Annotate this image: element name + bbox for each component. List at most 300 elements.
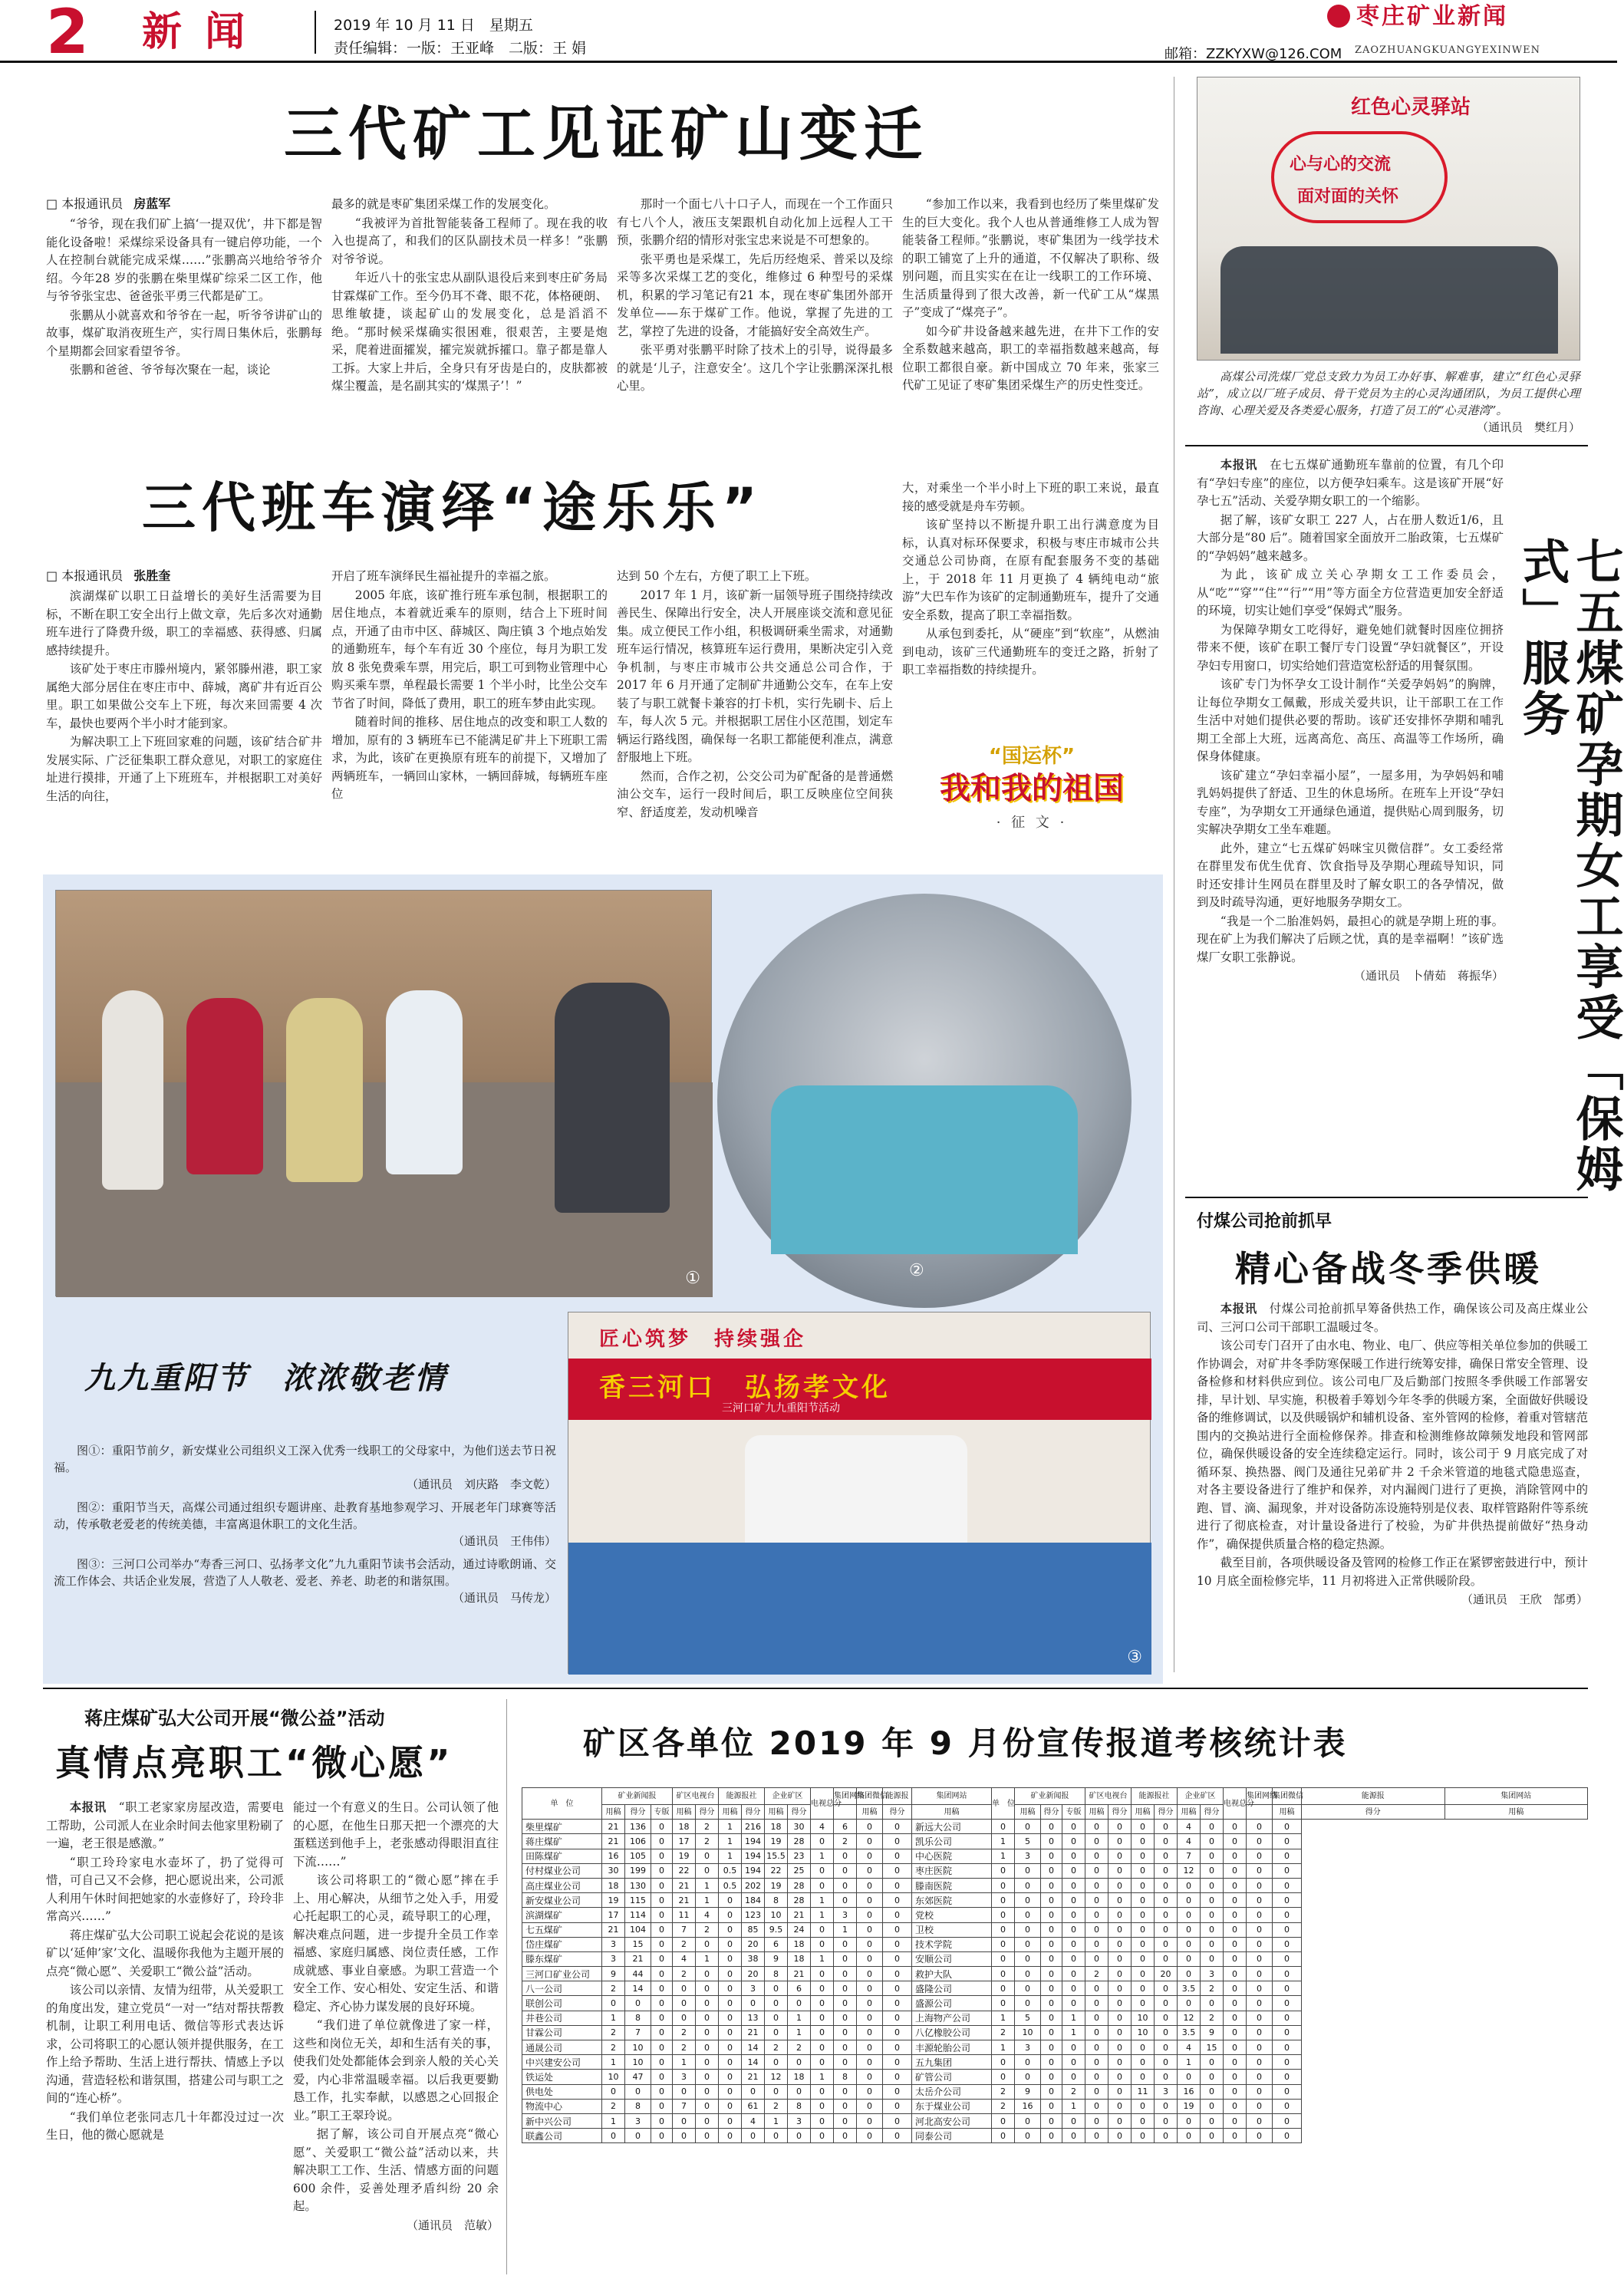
cell: 0 [765, 2025, 788, 2040]
cell: 0 [1201, 1863, 1224, 1878]
cell: 0 [1132, 1834, 1155, 1849]
cell: 0 [719, 1951, 742, 1966]
photo-heart-caption: 高煤公司洗煤厂党总支致力为员工办好事、解难事，建立“红色心灵驿站”，成立以厂班子成员、骨干党员为主的心灵沟通团队，为员工提供心理咨询、心理关爱及各类爱心服务，打造了员工的“心灵港湾”。 （通讯员 樊红月） [1197, 370, 1580, 434]
contest-logo [928, 740, 1135, 844]
unit-name: 甘霖公司 [522, 2025, 602, 2040]
cell: 0 [992, 2070, 1015, 2084]
cell: 0 [1015, 1996, 1041, 2011]
cell: 0 [1108, 2070, 1132, 2084]
group-header: 企业矿区 [1178, 1788, 1224, 1805]
cell: 0 [1201, 1937, 1224, 1951]
group-header: 单 位 [522, 1788, 602, 1820]
sub-header: 得分 [1108, 1805, 1132, 1820]
cell: 0 [1273, 2040, 1302, 2055]
cell: 0 [1155, 1863, 1178, 1878]
cell: 0 [651, 1996, 673, 2011]
cell: 0 [1273, 2099, 1302, 2113]
cell: 0 [696, 2070, 719, 2084]
cell: 0 [857, 2011, 883, 2025]
cell: 0 [811, 2011, 834, 2025]
cell: 15.5 [765, 1849, 788, 1863]
cell: 0 [1273, 2011, 1302, 2025]
cell: 0 [811, 1996, 834, 2011]
group-header: 集团微信 [1273, 1788, 1302, 1805]
cell: 0 [811, 1981, 834, 1996]
cell: 0 [834, 1967, 857, 1981]
cell: 0 [1015, 1951, 1041, 1966]
article5-title: 七五煤矿孕期女工享受「保姆式」服务 [1514, 537, 1624, 1195]
cell: 0 [1155, 1893, 1178, 1908]
cell: 44 [625, 1967, 651, 1981]
cell: 8 [625, 2011, 651, 2025]
cell: 0 [1247, 1922, 1273, 1937]
cell: 0 [1178, 1951, 1201, 1966]
cell: 2 [673, 2025, 696, 2040]
sub-header: 用稿 [602, 1805, 625, 1820]
cell: 0 [1041, 1834, 1062, 1849]
article1-col2: 最多的就是枣矿集团采煤工作的发展变化。 “我被评为首批智能装备工程师了。现在我的收入也提高了，和我们的区队副技术员一样多！”张鹏对爷爷说。 年近八十的张宝忠从副队退役后来到枣庄矿务局甘霖煤矿工作。至今仍耳不聋、眼不花，体格硬朗、思维敏捷，谈起矿山的发展变化，总是滔滔不绝。“那时候采煤确实很困难，很艰苦，主要是炮采，爬着进面攉炭，攉完炭就拆攉口。靠子都是靠人工拆。大家上井后，全身只有牙齿是白的，皮肤都被煤尘覆盖，是名副其实的‘煤黑子’！” [331, 197, 608, 393]
photo-captions: 图①：重阳节前夕，新安煤业公司组织义工深入优秀一线职工的父母家中，为他们送去节日祝福。 （通讯员 刘庆路 李文乾） 图②：重阳节当天，高煤公司通过组织专题讲座、赴教育基地参观学习、开展老年门球赛等活动，传承敬老爱老的传统美德，丰富离退休职工的文化生活。 （通讯员 王伟伟） 图③：三河口公司举办“寿香三河口、弘扬孝文化”九九重阳节读书会活动，通过诗歌朗诵、交流工作体会、共话企业发展，营造了人人敬老、爱老、养老、助老的和谐氛围。 （通讯员 马传龙） [54, 1444, 556, 1605]
cell: 0 [719, 1937, 742, 1951]
cell: 0 [1108, 2084, 1132, 2099]
cell: 3.5 [1178, 2025, 1201, 2040]
cell: 14 [742, 2055, 765, 2070]
group-header: 能源报社 [719, 1788, 765, 1805]
cell: 0 [696, 2099, 719, 2113]
editors: 责任编辑：一版：王亚峰 二版：王 娟 [334, 40, 587, 57]
article2-col4: 大，对乘坐一个半小时上下班的职工来说，最直接的感受就是舟车劳顿。 该矿坚持以不断提升职工出行满意度为目标，认真对标环保要求，积极与枣庄市城市公共交通总公司协商，在原有配套服务不变的基础上，于 2018 年 11 月更换了 4 辆纯电动“旅游”大巴车作为该矿的定制通勤班车，提升了交通安全系数，提高了职工幸福指数。 从承包到委托，从“硬座”到“软座”，从燃油到电动，该矿三代通勤班车的变迁之路，折射了职工幸福指数的持续提升。 [902, 481, 1159, 677]
cell: 0 [1015, 2055, 1041, 2070]
cell: 0 [1178, 1967, 1201, 1981]
cell: 2 [992, 2084, 1015, 2099]
cell: 0 [1155, 2113, 1178, 2128]
cell: 1 [602, 2113, 625, 2128]
cell: 0 [1015, 2070, 1041, 2084]
cell: 0 [834, 2055, 857, 2070]
sub-header: 用稿 [1273, 1805, 1302, 1820]
cell: 0 [1108, 2099, 1132, 2113]
cell: 1 [811, 1951, 834, 1966]
cell: 3 [834, 1908, 857, 1922]
cell: 0 [1108, 1996, 1132, 2011]
cell: 0 [811, 2040, 834, 2055]
cell: 4 [1178, 1820, 1201, 1834]
cell: 136 [625, 1820, 651, 1834]
cell: 0 [673, 2113, 696, 2128]
cell: 0 [857, 2025, 883, 2040]
cell: 0 [1178, 2113, 1201, 2128]
cell: 0 [1224, 2129, 1247, 2143]
unit-name: 卫校 [912, 1922, 992, 1937]
sub-header: 用稿 [1178, 1805, 1201, 1820]
cell: 0 [834, 1893, 857, 1908]
cell: 0 [651, 2040, 673, 2055]
cell: 0 [857, 2084, 883, 2099]
cell: 0 [883, 2129, 912, 2143]
cell: 0 [788, 2084, 811, 2099]
cell: 0 [1247, 1834, 1273, 1849]
cell: 0 [696, 2129, 719, 2143]
cell: 3 [602, 1937, 625, 1951]
cell: 0 [765, 2055, 788, 2070]
cell: 0 [883, 1878, 912, 1892]
cell: 0 [1224, 1967, 1247, 1981]
cell: 10 [1132, 2025, 1155, 2040]
cell: 0 [1132, 1981, 1155, 1996]
cell: 21 [742, 2070, 765, 2084]
sub-header: 用稿 [1444, 1805, 1588, 1820]
cell: 0 [1108, 1849, 1132, 1863]
photo2 [717, 894, 1132, 1308]
cell: 22 [673, 1863, 696, 1878]
cell: 0 [1041, 2113, 1062, 2128]
cell: 0 [765, 1996, 788, 2011]
cell: 0 [992, 1908, 1015, 1922]
cell: 0 [1085, 2099, 1108, 2113]
cell: 1 [1062, 2025, 1085, 2040]
unit-name: 上海物产公司 [912, 2011, 992, 2025]
table-row [522, 2084, 1588, 2099]
cell: 3 [673, 2070, 696, 2084]
cell: 0 [719, 2011, 742, 2025]
cell: 0 [651, 2113, 673, 2128]
byline: □ 本报通讯员 张胜奎 [46, 568, 171, 583]
cell: 0 [719, 1922, 742, 1937]
cell: 0 [857, 1996, 883, 2011]
unit-name: 付村煤业公司 [522, 1863, 602, 1878]
cell: 0 [1108, 1834, 1132, 1849]
cell: 8 [788, 2099, 811, 2113]
article2-col2: 开启了班车演绎民生福祉提升的幸福之旅。 2005 年底，该矿推行班车承包制，根据职工的居住地点，本着就近乘车的原则，结合上下班时间点，开通了由市中区、薛城区、陶庄镇 3 个地点始发的通勤班车，每个车有近 30 个座位，每月为职工发放 8 张免费乘车票，用完后，职工可到物业管理中心购买乘车票，单程最长需要 1 个半小时，比坐公交车节省了时间，降低了费用，职工的班车梦由此实现。 随着时间的推移、居住地点的改变和职工人数的增加，原有的 3 辆班车已不能满足矿井上下班职工需求，为此，该矿在更换原有班车的前提下，又增加了两辆班车，一辆回山家林，一辆回薛城，每辆班车座位 [331, 569, 608, 801]
cell: 0 [1015, 1967, 1041, 1981]
cell: 0 [1108, 1937, 1132, 1951]
unit-name: 新中兴公司 [522, 2113, 602, 2128]
cell: 3 [625, 2113, 651, 2128]
bottom-hrule [43, 1688, 1588, 1689]
cell: 0 [1041, 1820, 1062, 1834]
cell: 21 [602, 1922, 625, 1937]
cell: 0 [1224, 2099, 1247, 2113]
cell: 0 [1247, 2070, 1273, 2084]
cell: 0 [651, 2099, 673, 2113]
cell: 0 [811, 1937, 834, 1951]
unit-name: 五九集团 [912, 2055, 992, 2070]
cell: 2 [696, 1820, 719, 1834]
cell: 0 [719, 1893, 742, 1908]
sub-header: 用稿 [1085, 1805, 1108, 1820]
table-row [522, 1893, 1588, 1908]
cell: 0 [992, 1893, 1015, 1908]
unit-name: 滕东煤矿 [522, 1951, 602, 1966]
cell: 0 [834, 2025, 857, 2040]
cell: 194 [742, 1834, 765, 1849]
cell: 0 [1062, 1893, 1085, 1908]
cell: 0 [1273, 1908, 1302, 1922]
cell: 0 [651, 2025, 673, 2040]
cell: 0 [1155, 1834, 1178, 1849]
cell: 0 [673, 2129, 696, 2143]
sub-header: 用稿 [673, 1805, 696, 1820]
cell: 0 [696, 1981, 719, 1996]
cell: 0 [742, 1996, 765, 2011]
cell: 0 [857, 2129, 883, 2143]
cell: 0 [834, 1951, 857, 1966]
cell: 1 [1062, 2099, 1085, 2113]
cell: 0 [1178, 1937, 1201, 1951]
cell: 0 [1108, 2025, 1132, 2040]
cell: 0 [1132, 1820, 1155, 1834]
cell: 0 [992, 1967, 1015, 1981]
sub-header: 用稿 [912, 1805, 992, 1820]
group-header: 企业矿区 [765, 1788, 811, 1805]
cell: 0 [651, 1937, 673, 1951]
cell: 0 [719, 1967, 742, 1981]
cell: 0 [1041, 1996, 1062, 2011]
cell: 2 [765, 2040, 788, 2055]
cell: 0 [1247, 1951, 1273, 1966]
cell: 114 [625, 1908, 651, 1922]
cell: 202 [742, 1878, 765, 1892]
cell: 0 [696, 1996, 719, 2011]
cell: 0 [1155, 1996, 1178, 2011]
cell: 24 [788, 1922, 811, 1937]
unit-name: 河北高安公司 [912, 2113, 992, 2128]
cell: 0 [857, 1967, 883, 1981]
cell: 0 [1273, 1878, 1302, 1892]
cell: 7 [673, 2099, 696, 2113]
cell: 0 [883, 1863, 912, 1878]
cell: 19 [765, 1834, 788, 1849]
photo-heart-text1: 心与心的交流 [1290, 154, 1392, 174]
cell: 0 [1178, 1878, 1201, 1892]
cell: 0 [651, 1967, 673, 1981]
cell: 0 [1273, 1820, 1302, 1834]
cell: 18 [673, 1820, 696, 1834]
cell: 0 [788, 2129, 811, 2143]
cell: 0 [1273, 1967, 1302, 1981]
cell: 0 [1132, 1996, 1155, 2011]
cell: 0 [1062, 2040, 1085, 2055]
cell: 0 [1155, 2129, 1178, 2143]
cell: 0 [696, 1849, 719, 1863]
stats-table-wrap [522, 1787, 1588, 2143]
cell: 2 [1201, 2011, 1224, 2025]
cell: 1 [788, 2011, 811, 2025]
unit-name: 中兴建安公司 [522, 2055, 602, 2070]
contest-line3: · 征 文 · [996, 815, 1068, 831]
unit-name: 井巷公司 [522, 2011, 602, 2025]
cell: 0.5 [719, 1878, 742, 1892]
sub-header: 得分 [1155, 1805, 1178, 1820]
cell: 0 [651, 1878, 673, 1892]
cell: 0 [883, 1996, 912, 2011]
cell: 38 [742, 1951, 765, 1966]
cell: 0 [1062, 2113, 1085, 2128]
cell: 0 [1273, 1922, 1302, 1937]
cell: 0 [1273, 2055, 1302, 2070]
sub-header: 得分 [788, 1805, 811, 1820]
header [0, 0, 1617, 68]
sub-header: 得分 [1041, 1805, 1062, 1820]
photo-heart-text2: 面对面的关怀 [1297, 186, 1399, 206]
cell: 0 [1273, 2129, 1302, 2143]
cell: 105 [625, 1849, 651, 1863]
cell: 0 [883, 2025, 912, 2040]
photo-heart-banner: 红色心灵驿站 [1351, 96, 1471, 119]
cell: 0 [1015, 1820, 1041, 1834]
cell: 0 [765, 2084, 788, 2099]
cell: 0 [696, 1937, 719, 1951]
cell: 0 [1108, 1967, 1132, 1981]
cell: 14 [742, 2040, 765, 2055]
cell: 0 [1247, 1863, 1273, 1878]
cell: 0 [1015, 1937, 1041, 1951]
cell: 0 [1108, 2040, 1132, 2055]
unit-name: 枣庄医院 [912, 1863, 992, 1878]
cell: 0 [1178, 1908, 1201, 1922]
sub-header: 用稿 [857, 1805, 883, 1820]
cell: 0 [1132, 2070, 1155, 2084]
cell: 0 [1062, 1834, 1085, 1849]
cell: 0 [1155, 2055, 1178, 2070]
cell: 0 [1201, 1878, 1224, 1892]
cell: 0 [1041, 1878, 1062, 1892]
cell: 12 [1178, 2011, 1201, 2025]
cell: 2 [673, 1937, 696, 1951]
cell: 21 [742, 2025, 765, 2040]
photo1-label: ① [685, 1269, 700, 1288]
cell: 0 [811, 2025, 834, 2040]
cell: 0 [1085, 2129, 1108, 2143]
cell: 2 [992, 2025, 1015, 2040]
cell: 0 [1247, 1878, 1273, 1892]
sub-header: 得分 [883, 1805, 912, 1820]
cell: 0 [696, 2113, 719, 2128]
group-header: 矿业新闻报 [1015, 1788, 1085, 1805]
photo3 [568, 1312, 1151, 1674]
cell: 199 [625, 1863, 651, 1878]
cell: 0 [1178, 2070, 1201, 2084]
contest-line1: “国运杯” [988, 745, 1076, 768]
cell: 4 [1178, 1834, 1201, 1849]
cell: 115 [625, 1893, 651, 1908]
cell: 104 [625, 1922, 651, 1937]
cell: 0 [883, 2070, 912, 2084]
cell: 0 [1041, 1981, 1062, 1996]
table-row [522, 1908, 1588, 1922]
table-row [522, 2070, 1588, 2084]
cell: 0 [1224, 1981, 1247, 1996]
table-row [522, 1820, 1588, 1834]
article2-col1: □ 本报通讯员 张胜奎 滨湖煤矿以职工日益增长的美好生活需要为目标，不断在职工安全出行上做文章，先后多次对通勤班车进行了降费升级，职工的幸福感、获得感、归属感持续提升。 该矿处于枣庄市滕州境内，紧邻滕州港，职工家属绝大部分居住在枣庄市中、薛城，离矿井有近百公里。职工如果做公交车上下班，每次来回需要 4 次车，最快也要两个半小时才能到家。 为解决职工上下班回家难的问题，该矿结合矿井发展实际、广泛征集职工群众意见，对职工的家庭住址进行摸排，开通了上下班班车，并根据职工对美好生活的向往， [46, 568, 322, 803]
cell: 4 [742, 2113, 765, 2128]
sub-header: 专版 [1062, 1805, 1085, 1820]
cell: 0 [602, 2129, 625, 2143]
cell: 0 [1224, 2070, 1247, 2084]
cell: 0 [1224, 1908, 1247, 1922]
cell: 0 [1015, 2129, 1041, 2143]
cell: 0 [1015, 1893, 1041, 1908]
cell: 9 [602, 1967, 625, 1981]
cell: 1 [602, 2055, 625, 2070]
cell: 0 [1062, 2129, 1085, 2143]
unit-name: 供电处 [522, 2084, 602, 2099]
cell: 1 [696, 1951, 719, 1966]
cell: 0 [719, 1996, 742, 2011]
cell: 25 [788, 1863, 811, 1878]
cell: 0 [625, 2129, 651, 2143]
cell: 0 [719, 2040, 742, 2055]
cell: 1 [719, 1820, 742, 1834]
cell: 2 [834, 1834, 857, 1849]
cell: 0 [1201, 1893, 1224, 1908]
cell: 0 [1062, 1937, 1085, 1951]
cell: 21 [673, 1893, 696, 1908]
cell: 0 [834, 2129, 857, 2143]
unit-name: 联创公司 [522, 1996, 602, 2011]
cell: 0 [1224, 1863, 1247, 1878]
cell: 0 [1224, 1922, 1247, 1937]
group-header: 集团网络 [834, 1788, 857, 1805]
cell: 0 [673, 2084, 696, 2099]
cell: 0 [1132, 1967, 1155, 1981]
sub-header: 用稿 [719, 1805, 742, 1820]
cell: 0 [1132, 1951, 1155, 1966]
cell: 19 [673, 1849, 696, 1863]
cell: 0 [1108, 1922, 1132, 1937]
paper-pinyin: ZAOZHUANGKUANGYEXINWEN [1355, 44, 1540, 56]
cell: 0 [651, 1820, 673, 1834]
cell: 0 [1085, 1878, 1108, 1892]
cell: 0 [696, 1863, 719, 1878]
cell: 123 [742, 1908, 765, 1922]
unit-name: 田陈煤矿 [522, 1849, 602, 1863]
cell: 8 [834, 2070, 857, 2084]
unit-name: 凯乐公司 [912, 1834, 992, 1849]
cell: 0 [857, 2070, 883, 2084]
cell: 0 [1224, 1937, 1247, 1951]
cell: 0 [1041, 2025, 1062, 2040]
cell: 0 [1201, 1996, 1224, 2011]
table-row [522, 1996, 1588, 2011]
cell: 0 [1015, 1878, 1041, 1892]
table-row [522, 1967, 1588, 1981]
cell: 30 [602, 1863, 625, 1878]
photo3-banner2: 香三河口 弘扬孝文化 [599, 1372, 891, 1403]
cell: 18 [788, 2070, 811, 2084]
cell: 10 [1132, 2011, 1155, 2025]
cell: 0 [857, 1820, 883, 1834]
photo1 [55, 890, 712, 1296]
table-row [522, 1878, 1588, 1892]
cell: 12 [765, 2070, 788, 2084]
sub-header: 得分 [625, 1805, 651, 1820]
cell: 8 [625, 2099, 651, 2113]
unit-name: 技术学院 [912, 1937, 992, 1951]
cell: 21 [788, 1967, 811, 1981]
cell: 0 [992, 1996, 1015, 2011]
cell: 0 [1062, 1820, 1085, 1834]
table-row [522, 2040, 1588, 2055]
cell: 0 [1132, 2099, 1155, 2113]
unit-name: 岱庄煤矿 [522, 1937, 602, 1951]
group-header: 矿区电视台 [673, 1788, 719, 1805]
group-header: 集团微信 [857, 1788, 883, 1805]
cell: 0 [1247, 1849, 1273, 1863]
cell: 21 [625, 1951, 651, 1966]
cell: 0 [788, 1996, 811, 2011]
unit-name: 滨湖煤矿 [522, 1908, 602, 1922]
